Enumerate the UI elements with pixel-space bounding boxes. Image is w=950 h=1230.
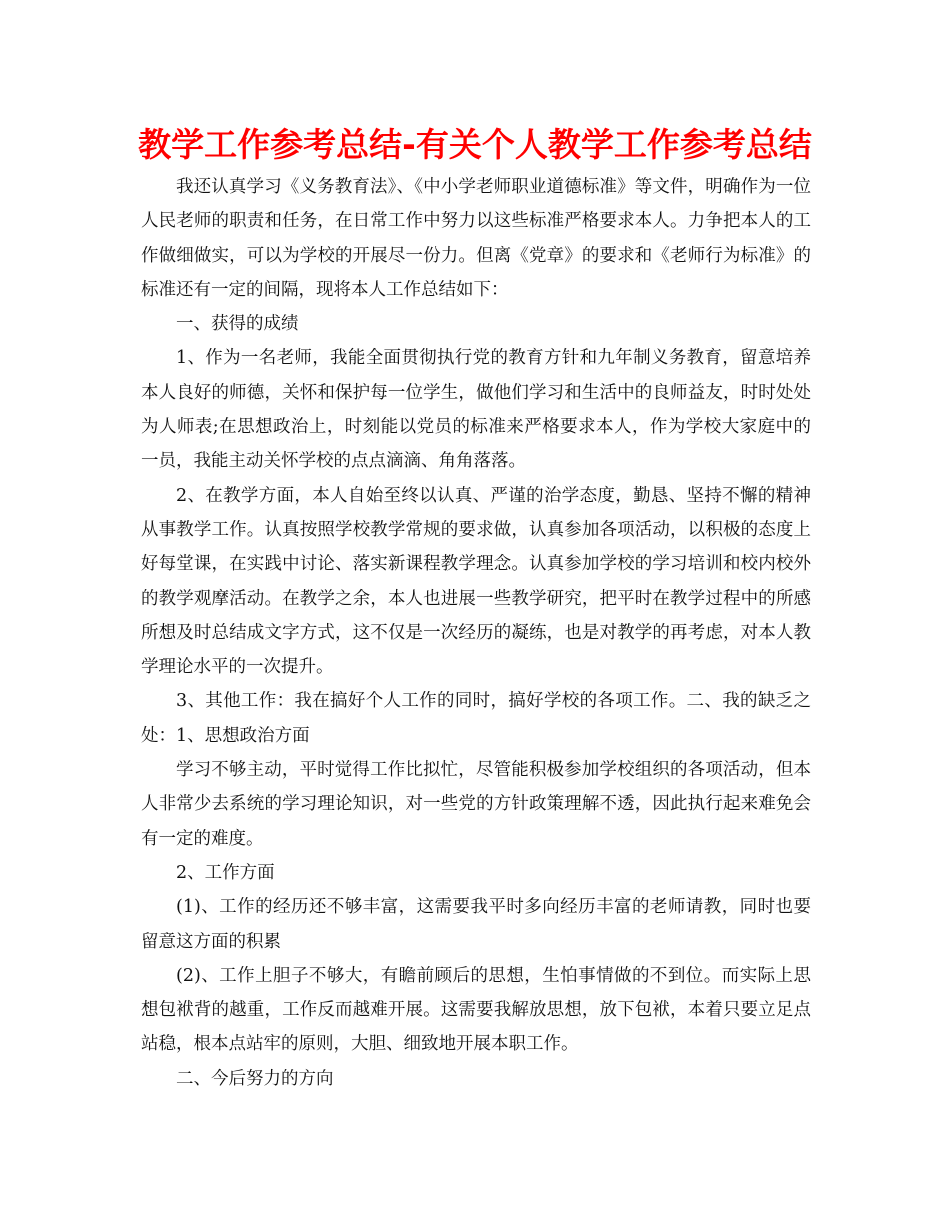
work-item-2: (2)、工作上胆子不够大，有瞻前顾后的思想，生怕事情做的不到位。而实际上思想包袱背的越重，工作反而越难开展。这需要我解放思想，放下包袱，本着只要立足点站稳，根本点站牢的原则，大胆、细致地开展本职工作。 (141, 965, 811, 1055)
intro-paragraph: 我还认真学习《义务教育法》、《中小学老师职业道德标准》等文件，明确作为一位人民老师的职责和任务，在日常工作中努力以这些标准严格要求本人。力争把本人的工作做细做实，可以为学校的开展尽一份力。但离《党章》的要求和《老师行为标准》的标准还有一定的间隔，现将本人工作总结如下： (141, 177, 811, 300)
document-body (141, 170, 811, 1096)
section-heading-achievements: 一、获得的成绩 (176, 314, 299, 335)
achievement-item-2: 2、在教学方面，本人自始至终以认真、严谨的治学态度，勤恳、坚持不懈的精神从事教学工作。认真按照学校教学常规的要求做，认真参加各项活动，以积极的态度上好每堂课，在实践中讨论、落实新课程教学理念。认真参加学校的学习培训和校内校外的教学观摩活动。在教学之余，本人也进展一些教学研究，把平时在教学过程中的所感所想及时总结成文字方式，这不仅是一次经历的凝练，也是对教学的再考虑，对本人教学理论水平的一次提升。 (141, 485, 811, 678)
document-title: 教学工作参考总结-有关个人教学工作参考总结 (138, 125, 812, 164)
shortcoming-political-paragraph: 学习不够主动，平时觉得工作比拟忙，尽管能积极参加学校组织的各项活动，但本人非常少去系统的学习理论知识，对一些党的方针政策理解不透，因此执行起来难免会有一定的难度。 (141, 760, 811, 849)
achievement-item-3: 3、其他工作：我在搞好个人工作的同时，搞好学校的各项工作。二、我的缺乏之处：1、思想政治方面 (141, 691, 811, 746)
section-heading-work: 2、工作方面 (176, 862, 275, 883)
section-heading-future: 二、今后努力的方向 (176, 1068, 334, 1089)
achievement-item-1: 1、作为一名老师，我能全面贯彻执行党的教育方针和九年制义务教育，留意培养本人良好的师德，关怀和保护每一位学生，做他们学习和生活中的良师益友，时时处处为人师表;在思想政治上，时刻能以党员的标准来严格要求本人，作为学校大家庭中的一员，我能主动关怀学校的点点滴滴、角角落落。 (141, 348, 811, 472)
work-item-1: (1)、工作的经历还不够丰富，这需要我平时多向经历丰富的老师请教，同时也要留意这方面的积累 (141, 897, 811, 952)
